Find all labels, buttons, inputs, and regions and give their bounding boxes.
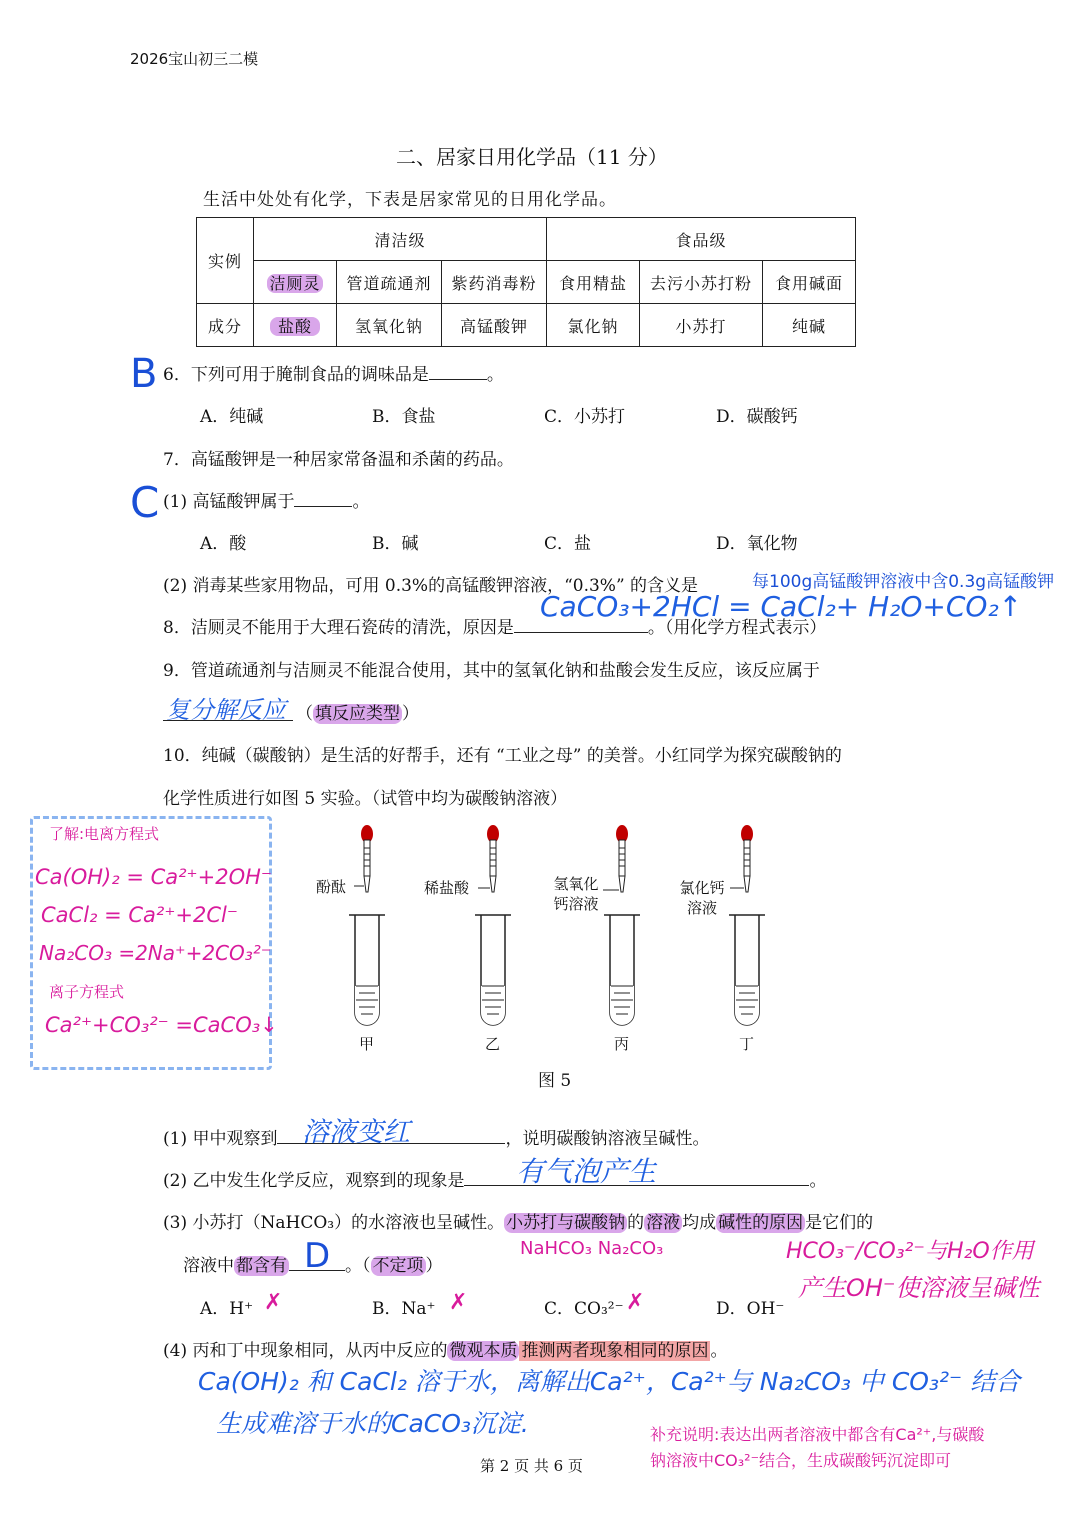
q6-answer-mark: B — [130, 351, 158, 397]
example-cell: 食用精盐 — [547, 261, 640, 304]
q8-answer: CaCO₃+2HCl = CaCl₂+ H₂O+CO₂↑ — [540, 590, 1023, 623]
q10-p4-stem: (4) 丙和丁中现象相同，从丙中反应的 微观本质 推测两者现象相同的原因 。 — [163, 1341, 728, 1361]
q10-stem-line2: 化学性质进行如图 5 实验。（试管中均为碳酸钠溶液） — [163, 789, 568, 809]
chemicals-table — [196, 217, 856, 347]
q10-p3-option-c: C．CO₃²⁻ — [544, 1299, 624, 1319]
tube-name-bing: 丙 — [614, 1035, 630, 1053]
q10-p3-note-right-1: HCO₃⁻/CO₃²⁻与H₂O作用 — [786, 1239, 1034, 1264]
q7-p2-answer: 每100g高锰酸钾溶液中含0.3g高锰酸钾 — [752, 572, 1055, 592]
component-cell: 氢氧化钠 — [337, 304, 442, 347]
tube-jia — [349, 825, 385, 1025]
row-label-example: 实例 — [197, 218, 254, 304]
q7-p1-stem: (1) 高锰酸钾属于 。 — [163, 492, 370, 512]
component-cell: 高锰酸钾 — [442, 304, 547, 347]
q10-p4-answer-line2: 生成难溶于水的CaCO₃沉淀. — [216, 1409, 529, 1438]
q10-stem-line1: 10．纯碱（碳酸钠）是生活的好帮手，还有 “工业之母” 的美誉。小红同学为探究碳酸钠的 — [163, 746, 842, 766]
q7-option-d: D．氧化物 — [716, 534, 798, 554]
note-eq1: Ca(OH)₂ = Ca²⁺+2OH⁻ — [35, 865, 272, 889]
q10-p3-note-right-2: 产生OH⁻使溶液呈碱性 — [798, 1274, 1040, 1302]
example-cell: 去污小苏打粉 — [640, 261, 763, 304]
reagent-label-1: 酚酞 — [316, 878, 347, 896]
cross-mark-b: ✗ — [449, 1290, 468, 1315]
q6-option-c: C．小苏打 — [544, 407, 626, 427]
ionization-note-box — [30, 816, 278, 1070]
reagent-label-4: 氯化钙 溶液 — [679, 879, 725, 917]
example-cell: 紫药消毒粉 — [442, 261, 547, 304]
q10-p4-answer-line1: Ca(OH)₂ 和 CaCl₂ 溶于水，离解出Ca²⁺，Ca²⁺与 Na₂CO₃ 中 CO₃²⁻ 结合 — [198, 1367, 1021, 1396]
tube-bing — [604, 825, 640, 1025]
q6-option-a: A．纯碱 — [200, 407, 264, 427]
q6-option-d: D．碳酸钙 — [716, 407, 798, 427]
q7-option-c: C．盐 — [544, 534, 592, 554]
note-subtitle: 离子方程式 — [49, 983, 125, 1001]
section-title: 二、居家日用化学品（11 分） — [396, 145, 668, 169]
tube-name-yi: 乙 — [485, 1035, 501, 1053]
exam-title: 2026宝山初三二模 — [130, 50, 259, 68]
example-cell: 洁厕灵 — [254, 261, 337, 304]
note-eq4: Ca²⁺+CO₃²⁻ =CaCO₃↓ — [45, 1013, 278, 1037]
q9-note: （ 填反应类型 ） — [296, 704, 419, 724]
q10-p3-note-left: NaHCO₃ Na₂CO₃ — [520, 1238, 664, 1259]
q9-stem: 9．管道疏通剂与洁厕灵不能混合使用，其中的氢氧化钠和盐酸会发生反应，该反应属于 — [163, 661, 820, 681]
note-title: 了解:电离方程式 — [49, 825, 160, 843]
q7-p1-answer-mark: C — [130, 478, 160, 527]
q10-p1-stem: (1) 甲中观察到 ，说明碳酸钠溶液呈碱性。 — [163, 1129, 710, 1149]
q6-stem: 6．下列可用于腌制食品的调味品是 。 — [163, 365, 504, 385]
figure-5-test-tubes — [300, 820, 780, 1060]
tube-ding — [729, 825, 765, 1025]
q7-stem: 7．高锰酸钾是一种居家常备温和杀菌的药品。 — [163, 450, 514, 470]
q10-p3-answer: D — [304, 1236, 331, 1276]
figure-caption: 图 5 — [538, 1071, 572, 1091]
q7-option-a: A．酸 — [200, 534, 247, 554]
group-clean: 清洁级 — [254, 218, 547, 261]
q7-p2-stem: (2) 消毒某些家用物品，可用 0.3%的高锰酸钾溶液，“0.3%” 的含义是 — [163, 576, 699, 596]
component-cell: 氯化钠 — [547, 304, 640, 347]
component-cell: 盐酸 — [254, 304, 337, 347]
note-eq2: CaCl₂ = Ca²⁺+2Cl⁻ — [41, 903, 238, 927]
note-eq3: Na₂CO₃ =2Na⁺+2CO₃²⁻ — [39, 941, 272, 965]
q10-p3-line2: 溶液中 都含有 。（ 不定项 ） — [183, 1256, 443, 1276]
example-cell: 管道疏通剂 — [337, 261, 442, 304]
q6-option-b: B．食盐 — [372, 407, 436, 427]
example-cell: 食用碱面 — [763, 261, 856, 304]
component-cell: 小苏打 — [640, 304, 763, 347]
supplement-line2: 钠溶液中CO₃²⁻结合，生成碳酸钙沉淀即可 — [650, 1451, 952, 1470]
cross-mark-c: ✗ — [626, 1290, 645, 1315]
cross-mark-a: ✗ — [264, 1290, 283, 1315]
q9-answer: 复分解反应 — [166, 696, 286, 724]
q10-p3-option-a: A．H⁺ — [200, 1299, 254, 1319]
tube-yi — [475, 825, 511, 1025]
q10-p2-stem: (2) 乙中发生化学反应，观察到的现象是 。 — [163, 1171, 827, 1191]
reagent-label-2: 稀盐酸 — [424, 879, 470, 897]
q10-p3-option-d: D．OH⁻ — [716, 1299, 785, 1319]
section-intro: 生活中处处有化学，下表是居家常见的日用化学品。 — [203, 190, 617, 210]
q7-option-b: B．碱 — [372, 534, 419, 554]
tube-name-ding: 丁 — [739, 1035, 755, 1053]
q10-p2-answer: 有气泡产生 — [516, 1155, 657, 1188]
component-cell: 纯碱 — [763, 304, 856, 347]
supplement-line1: 补充说明:表达出两者溶液中都含有Ca²⁺,与碳酸 — [650, 1425, 985, 1444]
reagent-label-3: 氢氧化 钙溶液 — [553, 875, 599, 913]
q10-p3-option-b: B．Na⁺ — [372, 1299, 436, 1319]
q8-stem: 8．洁厕灵不能用于大理石瓷砖的清洗，原因是 。（用化学方程式表示） — [163, 618, 827, 638]
q10-p1-answer: 溶液变红 — [302, 1117, 410, 1148]
row-label-component: 成分 — [197, 304, 254, 347]
group-food: 食品级 — [547, 218, 856, 261]
q10-p3-line1: (3) 小苏打（NaHCO₃）的水溶液也呈碱性。 小苏打与碳酸钠 的 溶液 均成 碱性的原因 是它们的 — [163, 1213, 874, 1233]
tube-name-jia: 甲 — [359, 1035, 375, 1053]
page-footer: 第 2 页 共 6 页 — [480, 1457, 583, 1475]
